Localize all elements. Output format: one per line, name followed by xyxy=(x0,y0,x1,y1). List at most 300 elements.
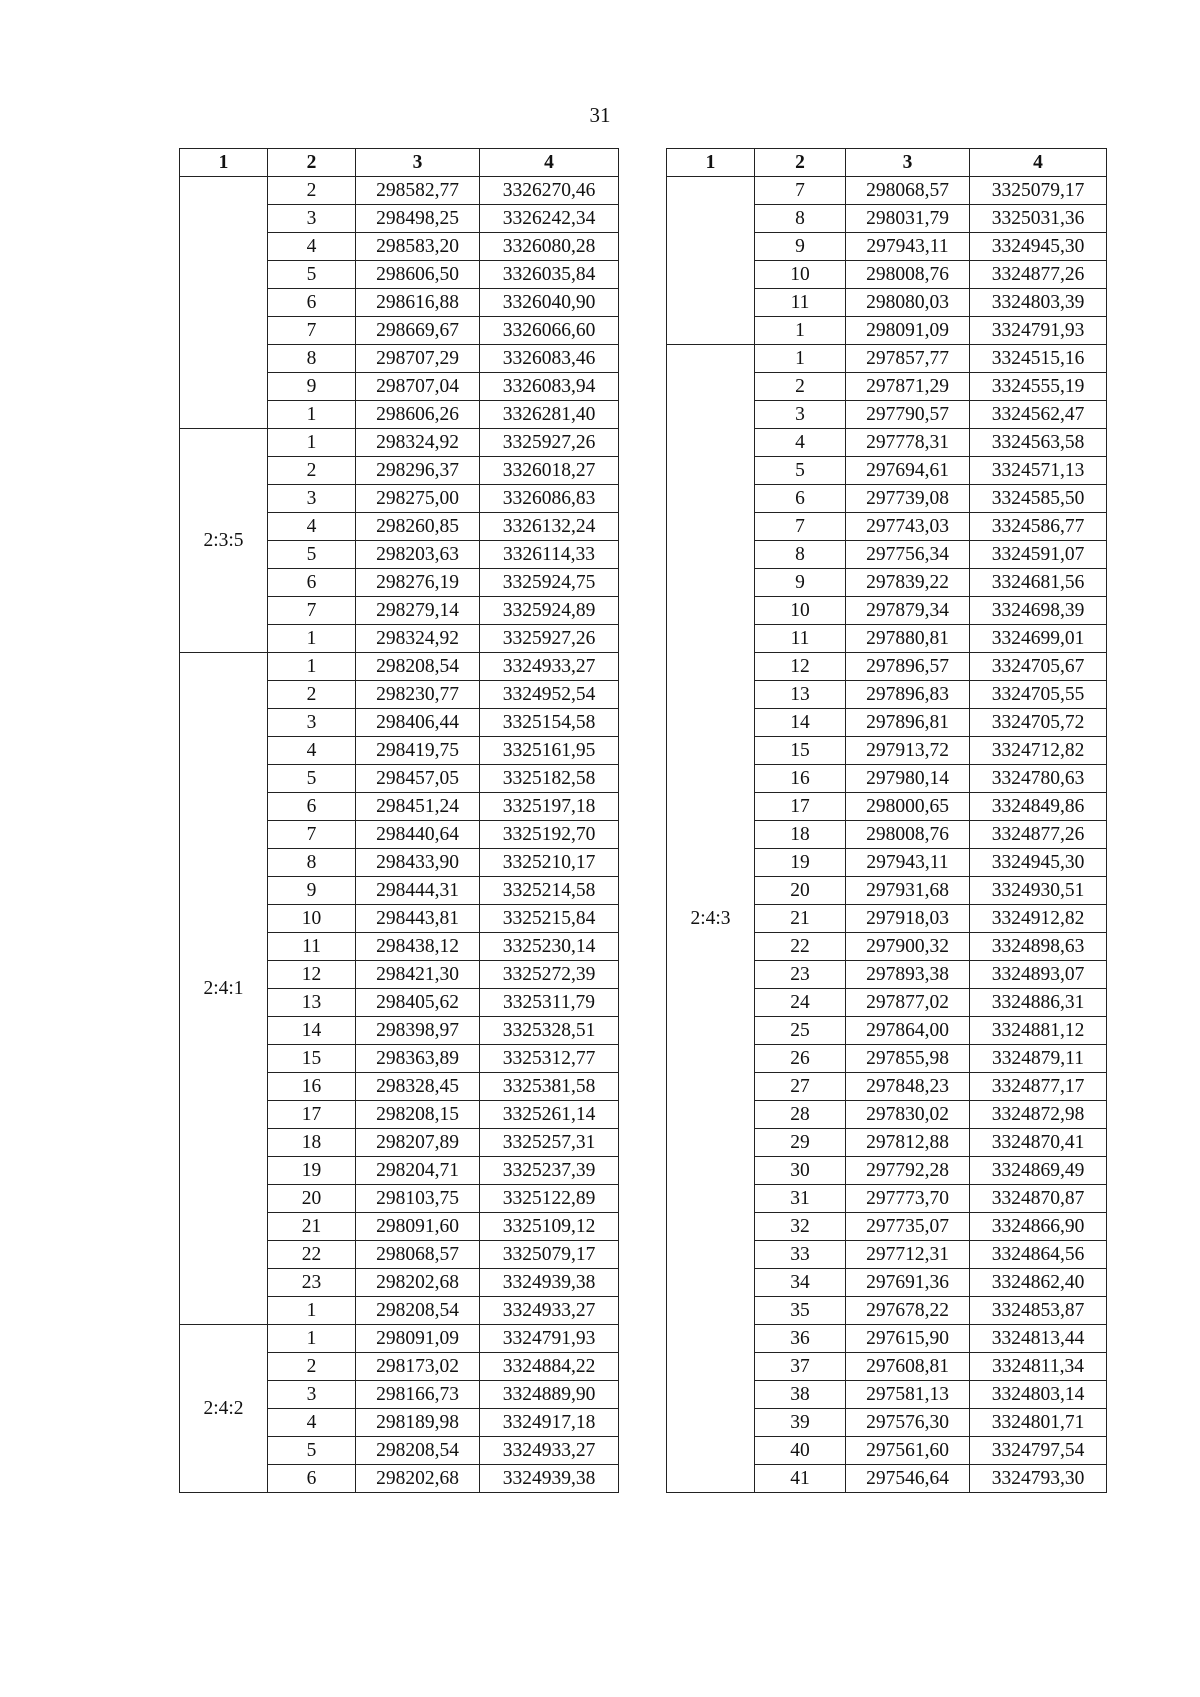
point-number-cell: 12 xyxy=(268,961,356,989)
x-coordinate-cell: 298419,75 xyxy=(356,737,480,765)
y-coordinate-cell: 3324870,87 xyxy=(970,1185,1107,1213)
y-coordinate-cell: 3324811,34 xyxy=(970,1353,1107,1381)
x-coordinate-cell: 298406,44 xyxy=(356,709,480,737)
x-coordinate-cell: 297877,02 xyxy=(846,989,970,1017)
y-coordinate-cell: 3324939,38 xyxy=(480,1465,619,1493)
point-number-cell: 29 xyxy=(755,1129,846,1157)
y-coordinate-cell: 3325109,12 xyxy=(480,1213,619,1241)
point-number-cell: 3 xyxy=(755,401,846,429)
x-coordinate-cell: 297931,68 xyxy=(846,877,970,905)
point-number-cell: 8 xyxy=(755,541,846,569)
y-coordinate-cell: 3324869,49 xyxy=(970,1157,1107,1185)
x-coordinate-cell: 298606,50 xyxy=(356,261,480,289)
y-coordinate-cell: 3326086,83 xyxy=(480,485,619,513)
x-coordinate-cell: 297691,36 xyxy=(846,1269,970,1297)
point-number-cell: 28 xyxy=(755,1101,846,1129)
page-number: 31 xyxy=(589,103,611,127)
point-number-cell: 11 xyxy=(755,625,846,653)
group-label-cell: 2:3:5 xyxy=(180,429,268,653)
point-number-cell: 31 xyxy=(755,1185,846,1213)
x-coordinate-cell: 298091,09 xyxy=(846,317,970,345)
point-number-cell: 20 xyxy=(755,877,846,905)
point-number-cell: 21 xyxy=(268,1213,356,1241)
y-coordinate-cell: 3324681,56 xyxy=(970,569,1107,597)
table-row xyxy=(667,345,1107,373)
x-coordinate-cell: 298363,89 xyxy=(356,1045,480,1073)
x-coordinate-cell: 297913,72 xyxy=(846,737,970,765)
y-coordinate-cell: 3325924,75 xyxy=(480,569,619,597)
y-coordinate-cell: 3324886,31 xyxy=(970,989,1107,1017)
x-coordinate-cell: 297678,22 xyxy=(846,1297,970,1325)
x-coordinate-cell: 298208,54 xyxy=(356,653,480,681)
y-coordinate-cell: 3325924,89 xyxy=(480,597,619,625)
point-number-cell: 30 xyxy=(755,1157,846,1185)
y-coordinate-cell: 3324515,16 xyxy=(970,345,1107,373)
y-coordinate-cell: 3324699,01 xyxy=(970,625,1107,653)
x-coordinate-cell: 298438,12 xyxy=(356,933,480,961)
point-number-cell: 17 xyxy=(755,793,846,821)
column-header: 1 xyxy=(667,149,755,177)
x-coordinate-cell: 298091,60 xyxy=(356,1213,480,1241)
point-number-cell: 22 xyxy=(755,933,846,961)
point-number-cell: 24 xyxy=(755,989,846,1017)
point-number-cell: 38 xyxy=(755,1381,846,1409)
x-coordinate-cell: 297855,98 xyxy=(846,1045,970,1073)
x-coordinate-cell: 298103,75 xyxy=(356,1185,480,1213)
x-coordinate-cell: 298440,64 xyxy=(356,821,480,849)
y-coordinate-cell: 3324933,27 xyxy=(480,653,619,681)
x-coordinate-cell: 297608,81 xyxy=(846,1353,970,1381)
x-coordinate-cell: 297576,30 xyxy=(846,1409,970,1437)
y-coordinate-cell: 3325079,17 xyxy=(480,1241,619,1269)
point-number-cell: 2 xyxy=(268,457,356,485)
point-number-cell: 3 xyxy=(268,709,356,737)
x-coordinate-cell: 297879,34 xyxy=(846,597,970,625)
point-number-cell: 5 xyxy=(268,261,356,289)
point-number-cell: 4 xyxy=(755,429,846,457)
x-coordinate-cell: 297743,03 xyxy=(846,513,970,541)
x-coordinate-cell: 297773,70 xyxy=(846,1185,970,1213)
x-coordinate-cell: 298328,45 xyxy=(356,1073,480,1101)
x-coordinate-cell: 298457,05 xyxy=(356,765,480,793)
x-coordinate-cell: 297812,88 xyxy=(846,1129,970,1157)
point-number-cell: 19 xyxy=(268,1157,356,1185)
point-number-cell: 27 xyxy=(755,1073,846,1101)
point-number-cell: 41 xyxy=(755,1465,846,1493)
y-coordinate-cell: 3326114,33 xyxy=(480,541,619,569)
y-coordinate-cell: 3324884,22 xyxy=(480,1353,619,1381)
x-coordinate-cell: 298208,15 xyxy=(356,1101,480,1129)
x-coordinate-cell: 297880,81 xyxy=(846,625,970,653)
y-coordinate-cell: 3325031,36 xyxy=(970,205,1107,233)
x-coordinate-cell: 297896,81 xyxy=(846,709,970,737)
y-coordinate-cell: 3324864,56 xyxy=(970,1241,1107,1269)
y-coordinate-cell: 3326270,46 xyxy=(480,177,619,205)
column-header: 3 xyxy=(356,149,480,177)
point-number-cell: 14 xyxy=(268,1017,356,1045)
point-number-cell: 4 xyxy=(268,737,356,765)
y-coordinate-cell: 3324945,30 xyxy=(970,233,1107,261)
point-number-cell: 7 xyxy=(755,177,846,205)
y-coordinate-cell: 3324791,93 xyxy=(480,1325,619,1353)
y-coordinate-cell: 3324586,77 xyxy=(970,513,1107,541)
point-number-cell: 33 xyxy=(755,1241,846,1269)
y-coordinate-cell: 3324797,54 xyxy=(970,1437,1107,1465)
y-coordinate-cell: 3324571,13 xyxy=(970,457,1107,485)
point-number-cell: 6 xyxy=(268,793,356,821)
point-number-cell: 1 xyxy=(268,625,356,653)
point-number-cell: 9 xyxy=(755,569,846,597)
y-coordinate-cell: 3324705,67 xyxy=(970,653,1107,681)
x-coordinate-cell: 297893,38 xyxy=(846,961,970,989)
x-coordinate-cell: 298444,31 xyxy=(356,877,480,905)
x-coordinate-cell: 297778,31 xyxy=(846,429,970,457)
point-number-cell: 10 xyxy=(755,597,846,625)
y-coordinate-cell: 3324893,07 xyxy=(970,961,1107,989)
y-coordinate-cell: 3324791,93 xyxy=(970,317,1107,345)
x-coordinate-cell: 298498,25 xyxy=(356,205,480,233)
y-coordinate-cell: 3324952,54 xyxy=(480,681,619,709)
point-number-cell: 9 xyxy=(755,233,846,261)
point-number-cell: 22 xyxy=(268,1241,356,1269)
point-number-cell: 1 xyxy=(268,401,356,429)
point-number-cell: 3 xyxy=(268,205,356,233)
y-coordinate-cell: 3324870,41 xyxy=(970,1129,1107,1157)
table-row xyxy=(667,177,1107,205)
x-coordinate-cell: 298324,92 xyxy=(356,625,480,653)
y-coordinate-cell: 3326281,40 xyxy=(480,401,619,429)
y-coordinate-cell: 3324803,14 xyxy=(970,1381,1107,1409)
y-coordinate-cell: 3324889,90 xyxy=(480,1381,619,1409)
point-number-cell: 4 xyxy=(268,233,356,261)
point-number-cell: 34 xyxy=(755,1269,846,1297)
y-coordinate-cell: 3326066,60 xyxy=(480,317,619,345)
point-number-cell: 1 xyxy=(268,1325,356,1353)
point-number-cell: 36 xyxy=(755,1325,846,1353)
x-coordinate-cell: 298204,71 xyxy=(356,1157,480,1185)
x-coordinate-cell: 298398,97 xyxy=(356,1017,480,1045)
y-coordinate-cell: 3325230,14 xyxy=(480,933,619,961)
x-coordinate-cell: 297918,03 xyxy=(846,905,970,933)
column-header: 2 xyxy=(268,149,356,177)
y-coordinate-cell: 3325122,89 xyxy=(480,1185,619,1213)
point-number-cell: 37 xyxy=(755,1353,846,1381)
x-coordinate-cell: 298207,89 xyxy=(356,1129,480,1157)
y-coordinate-cell: 3325215,84 xyxy=(480,905,619,933)
column-header: 2 xyxy=(755,149,846,177)
point-number-cell: 16 xyxy=(268,1073,356,1101)
x-coordinate-cell: 298433,90 xyxy=(356,849,480,877)
y-coordinate-cell: 3326018,27 xyxy=(480,457,619,485)
point-number-cell: 5 xyxy=(268,1437,356,1465)
point-number-cell: 1 xyxy=(268,1297,356,1325)
x-coordinate-cell: 297739,08 xyxy=(846,485,970,513)
y-coordinate-cell: 3325272,39 xyxy=(480,961,619,989)
y-coordinate-cell: 3324933,27 xyxy=(480,1437,619,1465)
x-coordinate-cell: 298276,19 xyxy=(356,569,480,597)
point-number-cell: 2 xyxy=(268,1353,356,1381)
y-coordinate-cell: 3325927,26 xyxy=(480,429,619,457)
left-table-body xyxy=(180,177,619,1493)
y-coordinate-cell: 3325311,79 xyxy=(480,989,619,1017)
point-number-cell: 1 xyxy=(268,653,356,681)
x-coordinate-cell: 298451,24 xyxy=(356,793,480,821)
point-number-cell: 6 xyxy=(268,289,356,317)
point-number-cell: 10 xyxy=(268,905,356,933)
point-number-cell: 16 xyxy=(755,765,846,793)
y-coordinate-cell: 3325237,39 xyxy=(480,1157,619,1185)
point-number-cell: 6 xyxy=(268,1465,356,1493)
point-number-cell: 25 xyxy=(755,1017,846,1045)
y-coordinate-cell: 3324853,87 xyxy=(970,1297,1107,1325)
x-coordinate-cell: 298068,57 xyxy=(846,177,970,205)
x-coordinate-cell: 297848,23 xyxy=(846,1073,970,1101)
y-coordinate-cell: 3326083,94 xyxy=(480,373,619,401)
x-coordinate-cell: 298669,67 xyxy=(356,317,480,345)
point-number-cell: 4 xyxy=(268,1409,356,1437)
point-number-cell: 17 xyxy=(268,1101,356,1129)
point-number-cell: 8 xyxy=(755,205,846,233)
point-number-cell: 18 xyxy=(268,1129,356,1157)
x-coordinate-cell: 298208,54 xyxy=(356,1437,480,1465)
x-coordinate-cell: 297871,29 xyxy=(846,373,970,401)
group-label-cell xyxy=(667,177,755,345)
point-number-cell: 6 xyxy=(755,485,846,513)
x-coordinate-cell: 298279,14 xyxy=(356,597,480,625)
group-label-cell xyxy=(180,177,268,429)
y-coordinate-cell: 3325210,17 xyxy=(480,849,619,877)
y-coordinate-cell: 3324705,55 xyxy=(970,681,1107,709)
table-row xyxy=(180,1325,619,1353)
y-coordinate-cell: 3325154,58 xyxy=(480,709,619,737)
x-coordinate-cell: 298421,30 xyxy=(356,961,480,989)
x-coordinate-cell: 297943,11 xyxy=(846,849,970,877)
point-number-cell: 6 xyxy=(268,569,356,597)
x-coordinate-cell: 297694,61 xyxy=(846,457,970,485)
x-coordinate-cell: 298068,57 xyxy=(356,1241,480,1269)
x-coordinate-cell: 298202,68 xyxy=(356,1465,480,1493)
x-coordinate-cell: 298008,76 xyxy=(846,261,970,289)
right-coordinates-table xyxy=(666,148,1107,1493)
y-coordinate-cell: 3325261,14 xyxy=(480,1101,619,1129)
x-coordinate-cell: 298166,73 xyxy=(356,1381,480,1409)
point-number-cell: 13 xyxy=(755,681,846,709)
group-label-cell: 2:4:1 xyxy=(180,653,268,1325)
column-header: 4 xyxy=(970,149,1107,177)
x-coordinate-cell: 298000,65 xyxy=(846,793,970,821)
point-number-cell: 3 xyxy=(268,1381,356,1409)
x-coordinate-cell: 297561,60 xyxy=(846,1437,970,1465)
y-coordinate-cell: 3324698,39 xyxy=(970,597,1107,625)
x-coordinate-cell: 298443,81 xyxy=(356,905,480,933)
table-row xyxy=(180,429,619,457)
point-number-cell: 26 xyxy=(755,1045,846,1073)
x-coordinate-cell: 298173,02 xyxy=(356,1353,480,1381)
y-coordinate-cell: 3324705,72 xyxy=(970,709,1107,737)
point-number-cell: 15 xyxy=(268,1045,356,1073)
x-coordinate-cell: 297615,90 xyxy=(846,1325,970,1353)
point-number-cell: 35 xyxy=(755,1297,846,1325)
point-number-cell: 8 xyxy=(268,345,356,373)
y-coordinate-cell: 3325079,17 xyxy=(970,177,1107,205)
x-coordinate-cell: 297980,14 xyxy=(846,765,970,793)
table-row xyxy=(180,653,619,681)
y-coordinate-cell: 3326040,90 xyxy=(480,289,619,317)
x-coordinate-cell: 298260,85 xyxy=(356,513,480,541)
point-number-cell: 5 xyxy=(268,765,356,793)
y-coordinate-cell: 3325381,58 xyxy=(480,1073,619,1101)
x-coordinate-cell: 298616,88 xyxy=(356,289,480,317)
y-coordinate-cell: 3324813,44 xyxy=(970,1325,1107,1353)
y-coordinate-cell: 3324917,18 xyxy=(480,1409,619,1437)
x-coordinate-cell: 298080,03 xyxy=(846,289,970,317)
y-coordinate-cell: 3324862,40 xyxy=(970,1269,1107,1297)
y-coordinate-cell: 3324933,27 xyxy=(480,1297,619,1325)
y-coordinate-cell: 3326242,34 xyxy=(480,205,619,233)
y-coordinate-cell: 3326035,84 xyxy=(480,261,619,289)
x-coordinate-cell: 298008,76 xyxy=(846,821,970,849)
y-coordinate-cell: 3324881,12 xyxy=(970,1017,1107,1045)
x-coordinate-cell: 298405,62 xyxy=(356,989,480,1017)
point-number-cell: 21 xyxy=(755,905,846,933)
point-number-cell: 1 xyxy=(755,317,846,345)
x-coordinate-cell: 298583,20 xyxy=(356,233,480,261)
x-coordinate-cell: 297896,57 xyxy=(846,653,970,681)
point-number-cell: 19 xyxy=(755,849,846,877)
group-label-cell: 2:4:3 xyxy=(667,345,755,1493)
table-row xyxy=(180,177,619,205)
point-number-cell: 15 xyxy=(755,737,846,765)
y-coordinate-cell: 3324872,98 xyxy=(970,1101,1107,1129)
column-header: 3 xyxy=(846,149,970,177)
x-coordinate-cell: 298296,37 xyxy=(356,457,480,485)
left-coordinates-table xyxy=(179,148,619,1493)
column-header: 4 xyxy=(480,149,619,177)
y-coordinate-cell: 3325161,95 xyxy=(480,737,619,765)
y-coordinate-cell: 3324793,30 xyxy=(970,1465,1107,1493)
x-coordinate-cell: 298230,77 xyxy=(356,681,480,709)
y-coordinate-cell: 3325328,51 xyxy=(480,1017,619,1045)
y-coordinate-cell: 3324562,47 xyxy=(970,401,1107,429)
point-number-cell: 9 xyxy=(268,373,356,401)
y-coordinate-cell: 3324803,39 xyxy=(970,289,1107,317)
point-number-cell: 1 xyxy=(755,345,846,373)
y-coordinate-cell: 3324780,63 xyxy=(970,765,1107,793)
x-coordinate-cell: 298202,68 xyxy=(356,1269,480,1297)
y-coordinate-cell: 3324930,51 xyxy=(970,877,1107,905)
y-coordinate-cell: 3324912,82 xyxy=(970,905,1107,933)
point-number-cell: 7 xyxy=(268,597,356,625)
point-number-cell: 14 xyxy=(755,709,846,737)
point-number-cell: 5 xyxy=(755,457,846,485)
x-coordinate-cell: 297712,31 xyxy=(846,1241,970,1269)
y-coordinate-cell: 3325927,26 xyxy=(480,625,619,653)
x-coordinate-cell: 298091,09 xyxy=(356,1325,480,1353)
x-coordinate-cell: 298707,29 xyxy=(356,345,480,373)
y-coordinate-cell: 3325182,58 xyxy=(480,765,619,793)
point-number-cell: 5 xyxy=(268,541,356,569)
x-coordinate-cell: 297581,13 xyxy=(846,1381,970,1409)
x-coordinate-cell: 298189,98 xyxy=(356,1409,480,1437)
y-coordinate-cell: 3324877,26 xyxy=(970,821,1107,849)
point-number-cell: 1 xyxy=(268,429,356,457)
y-coordinate-cell: 3324877,17 xyxy=(970,1073,1107,1101)
x-coordinate-cell: 298031,79 xyxy=(846,205,970,233)
y-coordinate-cell: 3326083,46 xyxy=(480,345,619,373)
x-coordinate-cell: 298707,04 xyxy=(356,373,480,401)
x-coordinate-cell: 297792,28 xyxy=(846,1157,970,1185)
point-number-cell: 11 xyxy=(755,289,846,317)
y-coordinate-cell: 3324801,71 xyxy=(970,1409,1107,1437)
right-table-body xyxy=(667,177,1107,1493)
point-number-cell: 12 xyxy=(755,653,846,681)
x-coordinate-cell: 298208,54 xyxy=(356,1297,480,1325)
x-coordinate-cell: 297830,02 xyxy=(846,1101,970,1129)
y-coordinate-cell: 3324849,86 xyxy=(970,793,1107,821)
point-number-cell: 39 xyxy=(755,1409,846,1437)
point-number-cell: 2 xyxy=(268,681,356,709)
header-row xyxy=(667,149,1107,177)
y-coordinate-cell: 3326132,24 xyxy=(480,513,619,541)
y-coordinate-cell: 3324585,50 xyxy=(970,485,1107,513)
x-coordinate-cell: 298606,26 xyxy=(356,401,480,429)
point-number-cell: 2 xyxy=(755,373,846,401)
x-coordinate-cell: 297864,00 xyxy=(846,1017,970,1045)
y-coordinate-cell: 3324591,07 xyxy=(970,541,1107,569)
x-coordinate-cell: 297900,32 xyxy=(846,933,970,961)
x-coordinate-cell: 298324,92 xyxy=(356,429,480,457)
x-coordinate-cell: 297943,11 xyxy=(846,233,970,261)
point-number-cell: 7 xyxy=(755,513,846,541)
point-number-cell: 13 xyxy=(268,989,356,1017)
y-coordinate-cell: 3324866,90 xyxy=(970,1213,1107,1241)
column-header: 1 xyxy=(180,149,268,177)
y-coordinate-cell: 3324712,82 xyxy=(970,737,1107,765)
x-coordinate-cell: 298203,63 xyxy=(356,541,480,569)
point-number-cell: 8 xyxy=(268,849,356,877)
y-coordinate-cell: 3324879,11 xyxy=(970,1045,1107,1073)
point-number-cell: 32 xyxy=(755,1213,846,1241)
x-coordinate-cell: 297546,64 xyxy=(846,1465,970,1493)
y-coordinate-cell: 3326080,28 xyxy=(480,233,619,261)
x-coordinate-cell: 297839,22 xyxy=(846,569,970,597)
x-coordinate-cell: 298582,77 xyxy=(356,177,480,205)
y-coordinate-cell: 3325197,18 xyxy=(480,793,619,821)
y-coordinate-cell: 3325214,58 xyxy=(480,877,619,905)
point-number-cell: 7 xyxy=(268,821,356,849)
point-number-cell: 23 xyxy=(755,961,846,989)
y-coordinate-cell: 3324945,30 xyxy=(970,849,1107,877)
point-number-cell: 11 xyxy=(268,933,356,961)
point-number-cell: 9 xyxy=(268,877,356,905)
header-row xyxy=(180,149,619,177)
y-coordinate-cell: 3325192,70 xyxy=(480,821,619,849)
y-coordinate-cell: 3325257,31 xyxy=(480,1129,619,1157)
x-coordinate-cell: 297857,77 xyxy=(846,345,970,373)
y-coordinate-cell: 3324898,63 xyxy=(970,933,1107,961)
point-number-cell: 20 xyxy=(268,1185,356,1213)
y-coordinate-cell: 3324877,26 xyxy=(970,261,1107,289)
group-label-cell: 2:4:2 xyxy=(180,1325,268,1493)
x-coordinate-cell: 297790,57 xyxy=(846,401,970,429)
x-coordinate-cell: 297896,83 xyxy=(846,681,970,709)
y-coordinate-cell: 3325312,77 xyxy=(480,1045,619,1073)
y-coordinate-cell: 3324939,38 xyxy=(480,1269,619,1297)
point-number-cell: 2 xyxy=(268,177,356,205)
point-number-cell: 3 xyxy=(268,485,356,513)
point-number-cell: 10 xyxy=(755,261,846,289)
point-number-cell: 7 xyxy=(268,317,356,345)
